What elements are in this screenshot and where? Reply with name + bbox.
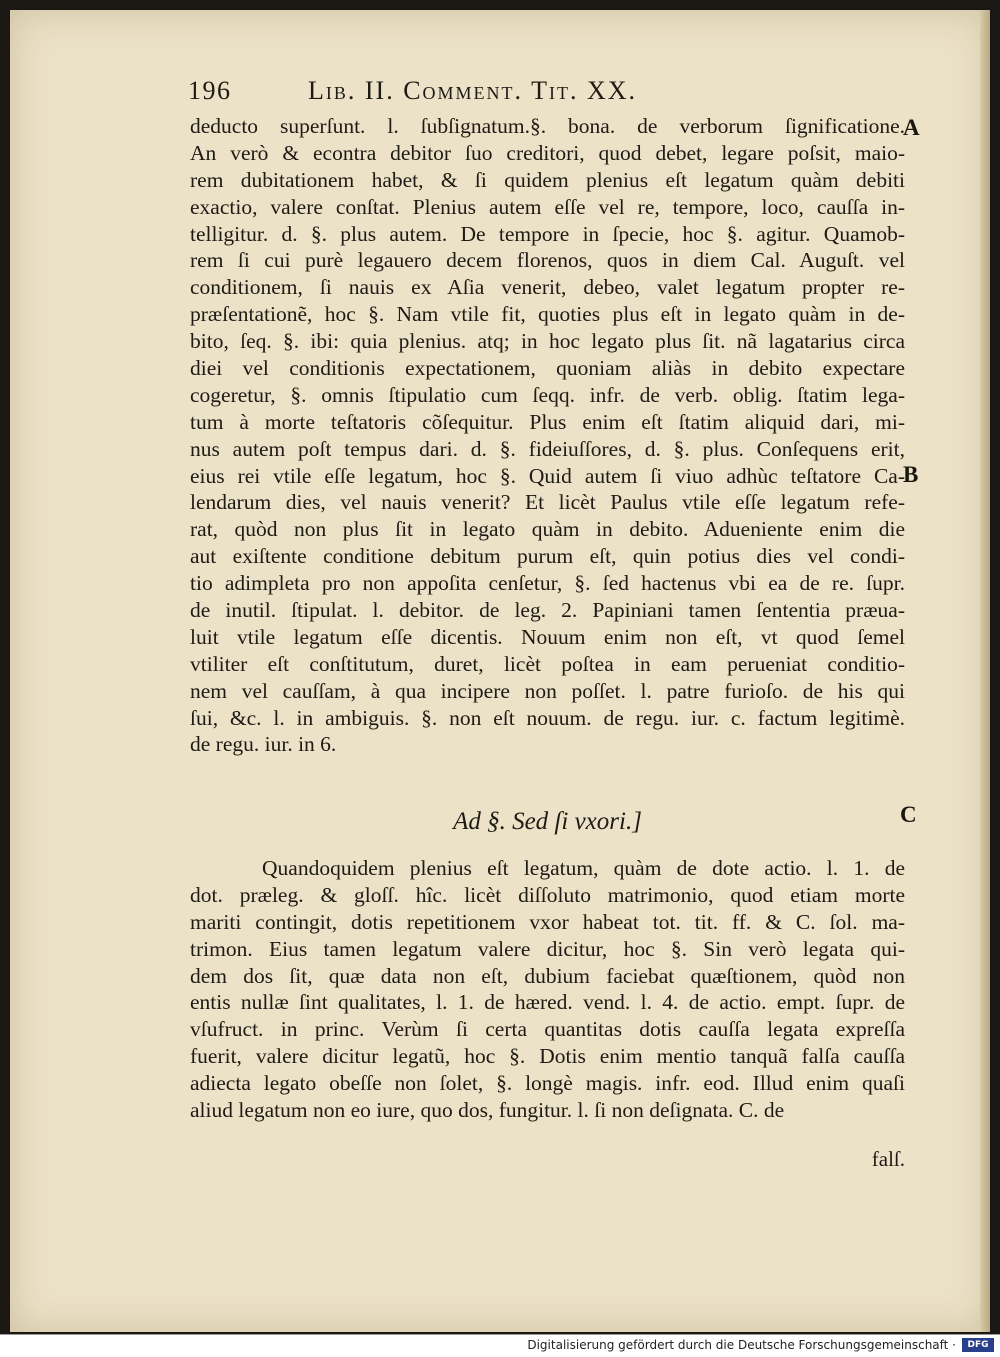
dfg-logo: DFG [962, 1338, 994, 1352]
body-line: eius rei vtile eſſe legatum, hoc §. Quid autem ſi viuo adhùc teſtatore Ca- [190, 463, 905, 488]
body-line: vtiliter eſt conſtitutum, duret, licèt poſtea in eam perueniat conditio- [190, 651, 905, 676]
body-line: præſentationẽ, hoc §. Nam vtile fit, quoties plus eſt in legato quàm in de- [190, 302, 905, 327]
page-number: 196 [188, 76, 232, 105]
body-line: aut exiſtente conditione debitum purum eſt, quin potius dies vel condi- [190, 544, 905, 569]
body-line: exactio, valere conſtat. Plenius autem eſſe vel re, tempore, loco, cauſſa in- [190, 194, 905, 219]
section-line: entis nullæ ſint qualitates, l. 1. de hæred. vend. l. 4. de actio. empt. ſupr. de [190, 990, 905, 1015]
page-edge [980, 10, 990, 1332]
body-line: nus autem poſt tempus dari. d. §. fideiuſſores, d. §. plus. Conſequens erit, [190, 436, 905, 461]
body-line: de regu. iur. in 6. [190, 732, 337, 757]
body-line: ſui, &c. l. in ambiguis. §. non eſt nouum. de regu. iur. c. factum legitimè. [190, 705, 905, 730]
section-line: fuerit, valere dicitur legatũ, hoc §. Dotis enim mentio tanquã falſa cauſſa [190, 1044, 905, 1069]
section-text [190, 855, 905, 1124]
section-line: trimon. Eius tamen legatum valere dicitur, hoc §. Sin verò legata qui- [190, 936, 905, 961]
body-line: deducto superſunt. l. ſubſignatum.§. bona. de verborum ſignificatione. [190, 114, 905, 138]
body-line: de inutil. ſtipulat. l. debitor. de leg. 2. Papiniani tamen ſententia præua- [190, 598, 905, 623]
section-line: adiecta legato obeſſe non ſolet, §. longè magis. infr. eod. Illud enim quaſi [190, 1071, 905, 1096]
body-line: diei vel conditionis expectationem, quoniam aliàs in debito expectare [190, 356, 905, 381]
body-line: tio adimpleta pro non appoſita cenſetur, §. ſed hactenus vbi ea de re. ſupr. [190, 571, 905, 596]
page-header [188, 76, 808, 110]
footer-credit: Digitalisierung gefördert durch die Deutsche Forschungsgemeinschaft · [527, 1338, 956, 1352]
body-text [190, 113, 905, 758]
body-line: rem dubitationem habet, & ſi quidem plenius eſt legatum quàm debiti [190, 167, 905, 192]
section-line: vſufruct. in princ. Verùm ſi certa quantitas dotis cauſſa legata expreſſa [190, 1017, 905, 1042]
footer-bar [0, 1334, 1000, 1357]
body-line: bito, ſeq. §. ibi: quia plenius. atq; in hoc legato plus ſit. nã lagatarius circa [190, 329, 905, 354]
section-line: mariti contingit, dotis repetitionem vxor habeat tot. tit. ff. & C. ſol. ma- [190, 909, 905, 934]
margin-marker-a: A [903, 115, 920, 140]
body-line: nem vel cauſſam, à qua incipere non poſſet. l. patre furioſo. de his qui [190, 678, 905, 703]
section-line: dot. præleg. & gloſſ. hîc. licèt diſſoluto matrimonio, quod etiam morte [190, 882, 905, 907]
section-line: dem dos ſit, quæ data non eſt, dubium faciebat quæſtionem, quòd non [190, 963, 905, 988]
body-line: luit vtile legatum eſſe dicentis. Nouum enim non eſt, vt quod ſemel [190, 624, 905, 649]
section-heading: Ad §. Sed ſi vxori.] [453, 808, 642, 835]
body-line: conditionem, ſi nauis ex Aſia venerit, debeo, valet legatum propter re- [190, 275, 905, 300]
body-line: lendarum dies, vel nauis venerit? Et licèt Paulus vtile eſſe legatum refe- [190, 490, 905, 515]
body-line: tum à morte teſtatoris cõſequitur. Plus enim eſt ſtatim aliquid dari, mi- [190, 409, 905, 434]
margin-marker-c: C [900, 802, 917, 827]
body-line: cogeretur, §. omnis ſtipulatio cum ſeqq. infr. de verb. oblig. ſtatim lega- [190, 382, 905, 407]
section-line: aliud legatum non eo iure, quo dos, fungitur. l. ſi non deſignata. C. de [190, 1098, 785, 1123]
body-line: An verò & econtra debitor ſuo creditori, quod debet, legare poſsit, maio- [190, 140, 905, 165]
body-line: telligitur. d. §. plus autem. De tempore in ſpecie, hoc §. agitur. Quamob- [190, 221, 905, 246]
section-line: Quandoquidem plenius eſt legatum, quàm de dote actio. l. 1. de [262, 856, 905, 880]
running-head: Lib. II. Comment. Tit. XX. [308, 76, 637, 105]
book-page [10, 10, 990, 1332]
catchword: falſ. [871, 1147, 905, 1171]
margin-marker-b: B [903, 462, 919, 487]
body-line: rat, quòd non plus ſit in legato quàm in debito. Adueniente enim die [190, 517, 905, 542]
body-line: rem ſi cui purè legauero decem florenos, quos in diem Cal. Auguſt. vel [190, 248, 905, 273]
